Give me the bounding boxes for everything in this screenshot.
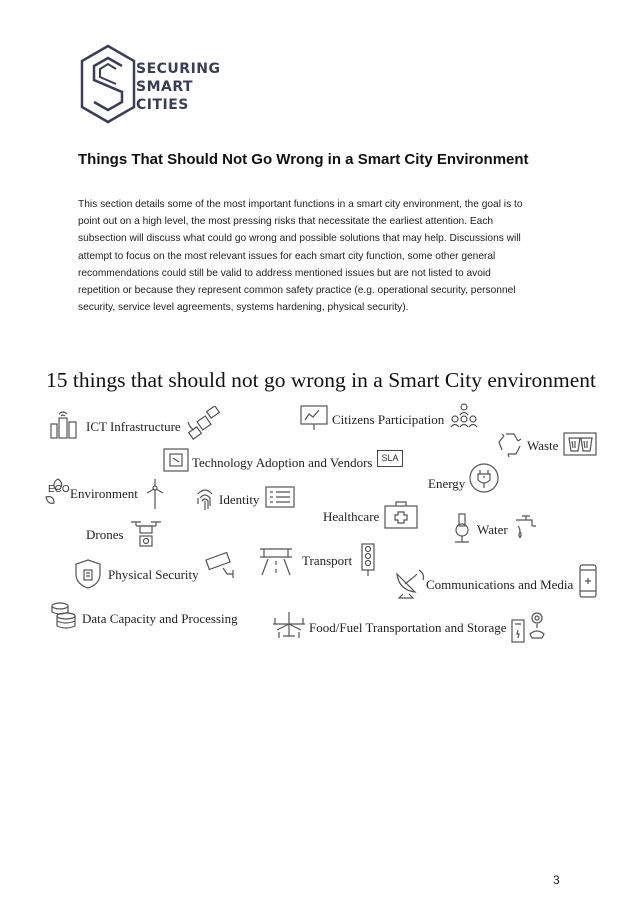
label-data-capacity: Data Capacity and Processing [82, 611, 238, 626]
label-physical-security: Physical Security [108, 567, 199, 582]
paragraph-line: security, service level agreements, systems hardening, physical security). [78, 302, 409, 314]
presentation-board-icon [299, 404, 329, 432]
microscope-icon [451, 512, 473, 544]
sla-badge: SLA [377, 450, 403, 467]
intro-paragraph [78, 196, 568, 316]
id-card-icon [265, 486, 295, 508]
page-number: 3 [553, 873, 560, 887]
label-waste: Waste [527, 438, 559, 453]
label-technology-adoption: Technology Adoption and Vendors [192, 455, 373, 470]
paragraph-line: subsection will discuss what could go wrong and possible solutions that may help. Discussions will [78, 233, 521, 245]
label-energy: Energy [428, 476, 466, 491]
waste-bin-icon [563, 432, 597, 456]
label-ict-infrastructure: ICT Infrastructure [86, 419, 181, 434]
people-group-icon [449, 402, 479, 430]
label-transport: Transport [302, 553, 353, 568]
logo-line-2: SMART [136, 79, 194, 95]
paragraph-line: point out on a high level, the most pressing risks that necessitate the earliest attention. Each [78, 216, 494, 228]
wind-turbine-icon [143, 478, 167, 510]
chip-icon [163, 448, 189, 472]
satellite-dish-icon [393, 568, 427, 600]
label-identity: Identity [219, 492, 260, 507]
recycle-icon [496, 430, 524, 458]
first-aid-kit-icon [384, 500, 418, 530]
paragraph-line: repetition or because they represent common safety practice (e.g. operational security, personnel [78, 285, 516, 297]
city-wifi-icon [48, 408, 80, 440]
label-drones: Drones [86, 527, 124, 542]
label-communications-media: Communications and Media [426, 577, 574, 592]
road-bridge-icon [258, 545, 294, 577]
label-healthcare: Healthcare [323, 509, 380, 524]
paragraph-line: This section details some of the most important functions in a smart city environment, the goal is to [78, 199, 523, 210]
faucet-icon [514, 512, 540, 542]
logo-line-3: CITIES [136, 97, 189, 113]
logo-hexagon-icon [78, 44, 138, 124]
logo-line-1: SECURING [136, 61, 221, 77]
cctv-camera-icon [203, 550, 237, 578]
airplane-icon [271, 610, 307, 640]
eco-label: ECO [48, 484, 70, 495]
traffic-light-icon [357, 543, 379, 577]
label-water: Water [477, 522, 508, 537]
section-heading: Things That Should Not Go Wrong in a Smart City Environment [78, 151, 529, 168]
paragraph-line: recommendations could still be valid to address mentioned issues but are not listed to avoid [78, 267, 491, 279]
fuel-pump-gear-icon [510, 610, 546, 644]
paragraph-line: attempt to focus on the most relevant issues for each smart city function, some other general [78, 250, 496, 262]
shield-building-icon [74, 558, 102, 590]
satellite-icon [186, 406, 222, 440]
drone-icon [129, 516, 163, 550]
database-stack-icon [50, 600, 78, 630]
label-citizens-participation: Citizens Participation [332, 412, 445, 427]
fingerprint-icon [194, 484, 216, 512]
label-food-fuel: Food/Fuel Transportation and Storage [309, 620, 507, 635]
smartphone-icon [579, 564, 597, 598]
logo-wordmark [136, 60, 221, 114]
label-environment: Environment [70, 486, 138, 501]
infographic-title: 15 things that should not go wrong in a Smart City environment [46, 368, 597, 392]
plug-energy-icon [468, 462, 500, 494]
